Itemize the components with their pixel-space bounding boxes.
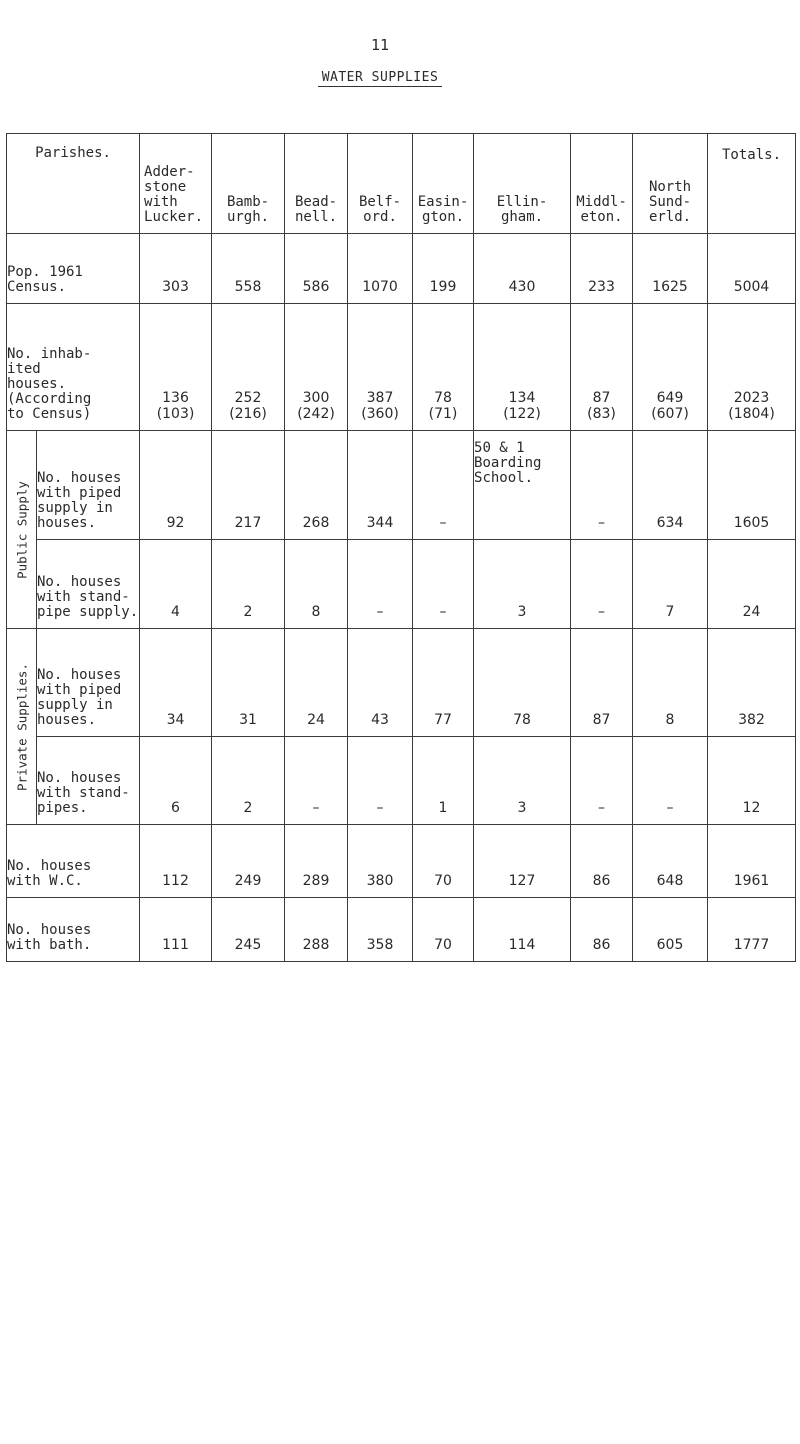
row-label-private-standpipe: No. houses with stand- pipes. [37,737,140,825]
cell-pop-middleton: 233 [571,234,633,304]
cell-private-standpipe-north-sunderland: – [633,737,708,825]
page-title [0,70,760,85]
cell-wc-easington: 70 [413,825,474,898]
table-row-public-standpipe [7,540,796,629]
cell-public-piped-adderstone: 92 [140,431,212,540]
cell-inhab-beadnell: 300 (242) [285,304,348,431]
row-label-public-piped: No. houses with piped supply in houses. [37,431,140,540]
cell-pop-easington: 199 [413,234,474,304]
cell-private-piped-ellingham: 78 [474,629,571,737]
cell-pop-adderstone: 303 [140,234,212,304]
cell-private-standpipe-adderstone: 6 [140,737,212,825]
cell-inhab-totals: 2023 (1804) [708,304,796,431]
cell-wc-north-sunderland: 648 [633,825,708,898]
row-label-population: Pop. 1961 Census. [7,234,140,304]
col-header-belford: Belf- ord. [348,134,413,234]
cell-public-standpipe-ellingham: 3 [474,540,571,629]
cell-private-piped-adderstone: 34 [140,629,212,737]
cell-public-standpipe-easington: – [413,540,474,629]
cell-public-standpipe-north-sunderland: 7 [633,540,708,629]
cell-inhab-north-sunderland: 649 (607) [633,304,708,431]
public-supply-label: Public Supply [14,480,29,579]
cell-public-standpipe-bamburgh: 2 [212,540,285,629]
table-row-bath [7,898,796,962]
cell-wc-beadnell: 289 [285,825,348,898]
col-header-north-sunderland: North Sund- erld. [633,134,708,234]
cell-bath-adderstone: 111 [140,898,212,962]
cell-wc-middleton: 86 [571,825,633,898]
table-row-inhabited [7,304,796,431]
cell-private-piped-beadnell: 24 [285,629,348,737]
table-row-private-standpipe [7,737,796,825]
cell-public-standpipe-belford: – [348,540,413,629]
cell-pop-ellingham: 430 [474,234,571,304]
cell-private-standpipe-beadnell: – [285,737,348,825]
cell-private-standpipe-bamburgh: 2 [212,737,285,825]
col-header-totals: Totals. [708,134,796,234]
header-row [7,134,796,234]
row-label-wc: No. houses with W.C. [7,825,140,898]
cell-public-piped-belford: 344 [348,431,413,540]
cell-inhab-easington: 78 (71) [413,304,474,431]
col-header-middleton: Middl- eton. [571,134,633,234]
cell-bath-belford: 358 [348,898,413,962]
cell-pop-beadnell: 586 [285,234,348,304]
water-supplies-table [6,133,796,962]
col-header-bamburgh: Bamb- urgh. [212,134,285,234]
cell-public-piped-ellingham: 50 & 1 Boarding School. [474,431,571,540]
page-number: 11 [370,36,390,54]
cell-bath-bamburgh: 245 [212,898,285,962]
row-label-inhabited: No. inhab- ited houses. (According to Census) [7,304,140,431]
cell-inhab-belford: 387 (360) [348,304,413,431]
group-label-public-supply [7,431,37,629]
cell-wc-adderstone: 112 [140,825,212,898]
row-label-bath: No. houses with bath. [7,898,140,962]
cell-public-piped-north-sunderland: 634 [633,431,708,540]
cell-public-standpipe-totals: 24 [708,540,796,629]
group-label-private-supplies [7,629,37,825]
cell-pop-bamburgh: 558 [212,234,285,304]
cell-private-piped-middleton: 87 [571,629,633,737]
cell-bath-beadnell: 288 [285,898,348,962]
cell-public-piped-totals: 1605 [708,431,796,540]
row-label-public-standpipe: No. houses with stand- pipe supply. [37,540,140,629]
cell-pop-totals: 5004 [708,234,796,304]
cell-private-piped-north-sunderland: 8 [633,629,708,737]
cell-private-standpipe-ellingham: 3 [474,737,571,825]
cell-wc-totals: 1961 [708,825,796,898]
cell-inhab-bamburgh: 252 (216) [212,304,285,431]
cell-private-standpipe-easington: 1 [413,737,474,825]
cell-pop-north-sunderland: 1625 [633,234,708,304]
col-header-adderstone: Adder- stone with Lucker. [140,134,212,234]
cell-inhab-middleton: 87 (83) [571,304,633,431]
cell-public-standpipe-middleton: – [571,540,633,629]
cell-bath-easington: 70 [413,898,474,962]
col-header-ellingham: Ellin- gham. [474,134,571,234]
cell-bath-totals: 1777 [708,898,796,962]
cell-private-piped-totals: 382 [708,629,796,737]
cell-bath-north-sunderland: 605 [633,898,708,962]
private-supplies-label: Private Supplies. [14,662,29,791]
cell-bath-ellingham: 114 [474,898,571,962]
table-row-wc [7,825,796,898]
cell-private-piped-easington: 77 [413,629,474,737]
cell-private-piped-belford: 43 [348,629,413,737]
cell-bath-middleton: 86 [571,898,633,962]
cell-pop-belford: 1070 [348,234,413,304]
cell-public-standpipe-adderstone: 4 [140,540,212,629]
cell-wc-ellingham: 127 [474,825,571,898]
cell-private-standpipe-totals: 12 [708,737,796,825]
cell-private-piped-bamburgh: 31 [212,629,285,737]
cell-public-standpipe-beadnell: 8 [285,540,348,629]
cell-public-piped-easington: – [413,431,474,540]
row-label-private-piped: No. houses with piped supply in houses. [37,629,140,737]
cell-inhab-adderstone: 136 (103) [140,304,212,431]
title-text: WATER SUPPLIES [318,70,443,87]
col-header-beadnell: Bead- nell. [285,134,348,234]
table-row-private-piped [7,629,796,737]
table-row-population [7,234,796,304]
cell-private-standpipe-belford: – [348,737,413,825]
table-row-public-piped [7,431,796,540]
cell-public-piped-middleton: – [571,431,633,540]
cell-wc-bamburgh: 249 [212,825,285,898]
cell-public-piped-bamburgh: 217 [212,431,285,540]
cell-private-standpipe-middleton: – [571,737,633,825]
cell-inhab-ellingham: 134 (122) [474,304,571,431]
cell-wc-belford: 380 [348,825,413,898]
parishes-header: Parishes. [7,134,140,234]
col-header-easington: Easin- gton. [413,134,474,234]
cell-public-piped-beadnell: 268 [285,431,348,540]
